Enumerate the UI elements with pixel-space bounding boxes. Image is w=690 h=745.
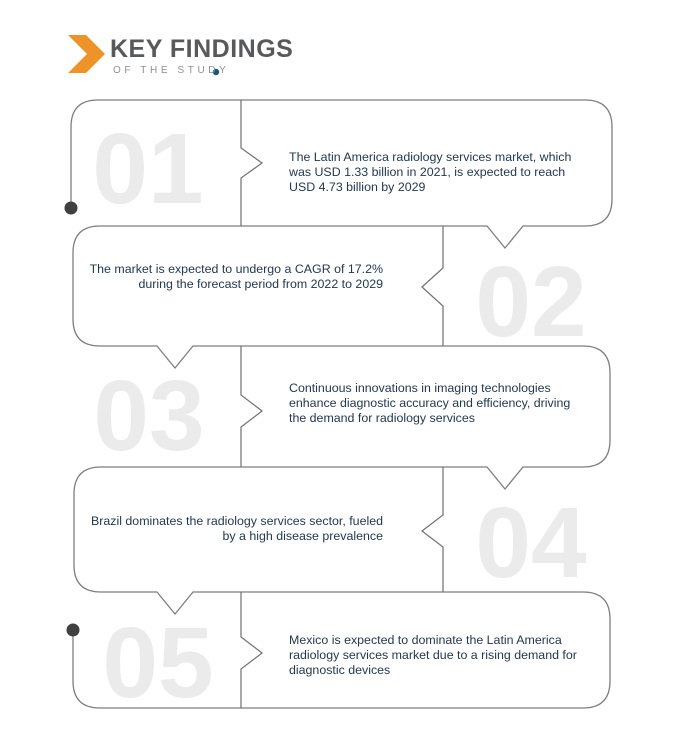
- orange-chevron-arrow-icon: [68, 35, 105, 73]
- finding-number: 05: [102, 607, 214, 719]
- finding-number: 02: [475, 246, 587, 358]
- finding-text: The Latin America radiology services market, which was USD 1.33 billion in 2021, is expected to reach USD 4.73 billion by 2029: [289, 150, 572, 194]
- finding-number: 04: [475, 487, 587, 599]
- page-title: KEY FINDINGS: [110, 35, 294, 63]
- finding-text: The market is expected to undergo a CAGR of 17.2% during the forecast period from 2022 to 2029: [89, 262, 383, 291]
- page-subtitle: OF THE STUDY: [113, 65, 230, 76]
- finding-text: Mexico is expected to dominate the Latin America radiology services market due to a rising demand for diagnostic devices: [289, 633, 577, 677]
- finding-number: 03: [93, 360, 205, 472]
- finding-text: Brazil dominates the radiology services sector, fueled by a high disease prevalence: [90, 514, 383, 543]
- finding-text: Continuous innovations in imaging technologies enhance diagnostic accuracy and efficiency, driving the demand for radiology services: [289, 381, 571, 425]
- finding-number: 01: [92, 113, 204, 225]
